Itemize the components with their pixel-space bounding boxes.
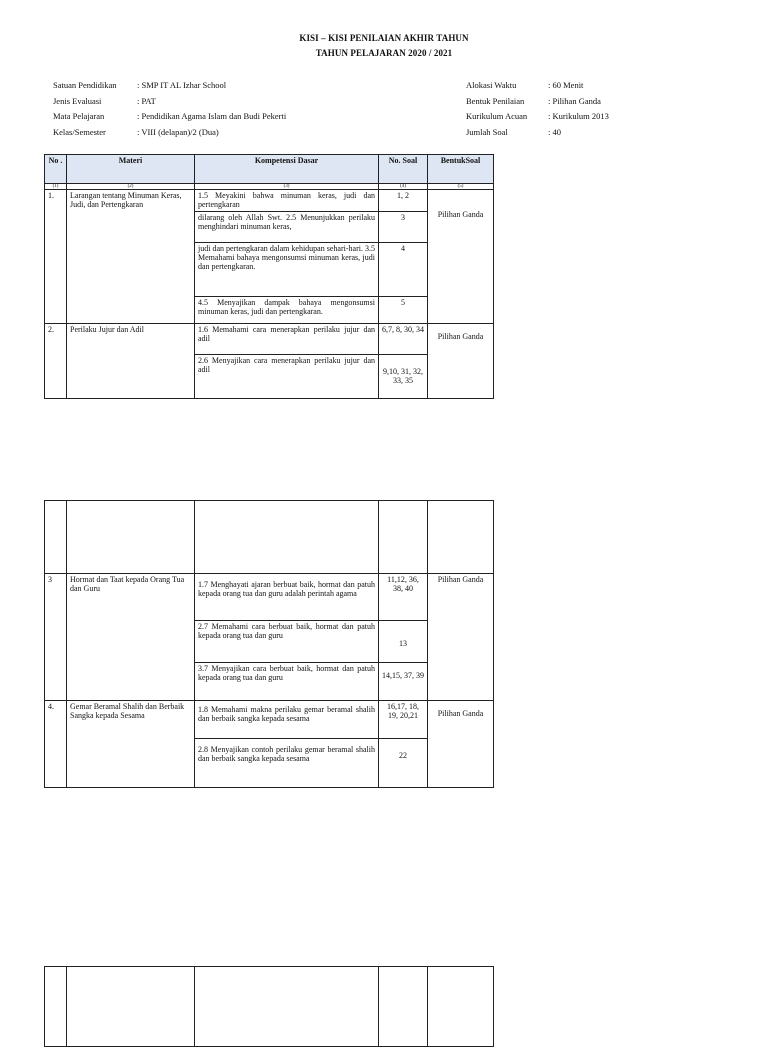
row-no: 3 [45,574,67,701]
row-kd: 1.5 Meyakini bahwa minuman keras, judi dan pertengkaran [195,190,379,212]
empty-cell [195,967,379,1047]
info-value-bentuk: : Pilihan Ganda [548,96,601,106]
row-materi: Larangan tentang Minuman Keras, Judi, dan Pertengkaran [67,190,195,324]
row-kd: 2.6 Menyajikan cara menerapkan perilaku jujur dan adil [195,355,379,399]
document-title: KISI – KISI PENILAIAN AKHIR TAHUN [299,33,469,43]
kisi-table-3 [44,966,494,1047]
row-no-soal: 9,10, 31, 32, 33, 35 [379,355,428,399]
row-bentuk-soal: Pilihan Ganda [428,324,494,399]
info-value-alokasi: : 60 Menit [548,80,584,90]
row-materi: Gemar Beramal Shalih dan Berbaik Sangka kepada Sesama [67,701,195,788]
info-value-kelas: : VIII (delapan)/2 (Dua) [137,127,219,137]
row-no-soal: 11,12, 36, 38, 40 [379,574,428,621]
row-kd: 2.8 Menyajikan contoh perilaku gemar beramal shalih dan berbaik sangka kepada sesama [195,739,379,788]
row-kd: judi dan pertengkaran dalam kehidupan sehari-hari. 3.5 Memahami bahaya mengonsumsi minuman keras, judi dan pertengkaran. [195,243,379,297]
info-value-satuan: : SMP IT AL Izhar School [137,80,227,90]
empty-cell [428,967,494,1047]
empty-cell [45,501,67,574]
col-number: (5) [428,184,494,190]
row-kd: 4.5 Menyajikan dampak bahaya mengonsumsi minuman keras, judi dan pertengkaran. [195,297,379,324]
row-materi: Perilaku Jujur dan Adil [67,324,195,399]
info-value-kurikulum: : Kurikulum 2013 [548,111,609,121]
row-bentuk-soal: Pilihan Ganda [428,190,494,324]
col-number: (2) [67,184,195,190]
empty-cell [45,967,67,1047]
row-no-soal: 6,7, 8, 30, 34 [379,324,428,355]
empty-cell [195,501,379,574]
row-no-soal: 1, 2 [379,190,428,212]
row-kd: 1.6 Memahami cara menerapkan perilaku jujur dan adil [195,324,379,355]
info-value-mapel: : Pendidikan Agama Islam dan Budi Pekerti [137,111,287,121]
col-number: (1) [45,184,67,190]
row-kd: 1.7 Menghayati ajaran berbuat baik, hormat dan patuh kepada orang tua dan guru adalah perintah agama [195,574,379,621]
empty-cell [379,501,428,574]
row-no: 2. [45,324,67,399]
header-no: No . [45,155,67,184]
document-subtitle: TAHUN PELAJARAN 2020 / 2021 [315,48,453,58]
info-value-jenis: : PAT [137,96,156,106]
row-no-soal: 14,15, 37, 39 [379,663,428,701]
info-label-bentuk: Bentuk Penilaian [466,96,525,106]
empty-cell [379,967,428,1047]
row-bentuk-soal: Pilihan Ganda [428,701,494,788]
col-number: (3) [195,184,379,190]
kisi-table-1 [44,154,494,399]
row-no-soal: 22 [379,739,428,788]
col-number: (4) [379,184,428,190]
header-materi: Materi [67,155,195,184]
row-no-soal: 16,17, 18, 19, 20,21 [379,701,428,739]
info-label-satuan: Satuan Pendidikan [53,80,117,90]
info-value-jumlah: : 40 [548,127,561,137]
empty-cell [67,967,195,1047]
empty-cell [428,501,494,574]
header-kompetensi-dasar: Kompetensi Dasar [195,155,379,184]
row-no-soal: 13 [379,621,428,663]
row-kd: 3.7 Menyajikan cara berbuat baik, hormat dan patuh kepada orang tua dan guru [195,663,379,701]
info-label-kelas: Kelas/Semester [53,127,106,137]
row-no: 4. [45,701,67,788]
row-materi: Hormat dan Taat kepada Orang Tua dan Guru [67,574,195,701]
row-bentuk-soal: Pilihan Ganda [428,574,494,701]
row-kd: 1.8 Memahami makna perilaku gemar beramal shalih dan berbaik sangka kepada sesama [195,701,379,739]
row-no-soal: 3 [379,212,428,243]
info-label-kurikulum: Kurikulum Acuan [466,111,528,121]
row-no-soal: 5 [379,297,428,324]
empty-cell [67,501,195,574]
row-kd: 2.7 Memahami cara berbuat baik, hormat dan patuh kepada orang tua dan guru [195,621,379,663]
header-bentuk-soal: BentukSoal [428,155,494,184]
info-label-jenis: Jenis Evaluasi [53,96,102,106]
info-label-mapel: Mata Pelajaran [53,111,105,121]
row-kd: dilarang oleh Allah Swt. 2.5 Menunjukkan perilaku menghindari minuman keras, [195,212,379,243]
info-label-jumlah: Jumlah Soal [466,127,508,137]
row-no: 1. [45,190,67,324]
kisi-table-2 [44,500,494,788]
info-label-alokasi: Alokasi Waktu [466,80,517,90]
header-no-soal: No. Soal [379,155,428,184]
row-no-soal: 4 [379,243,428,297]
